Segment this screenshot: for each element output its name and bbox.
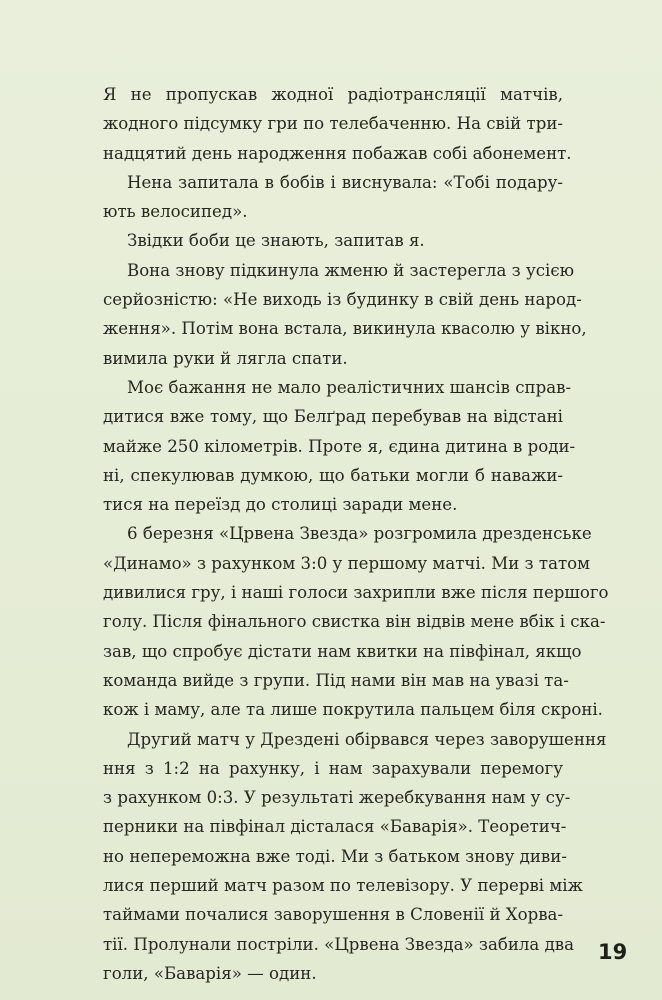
- text-line: зав, що спробує дістати нам квитки на півфінал, якщо: [103, 641, 582, 661]
- body-text: [103, 80, 609, 988]
- text-line: ння з 1:2 на рахунку, і нам зарахували перемогу: [103, 758, 563, 778]
- text-line: тися на переїзд до столиці заради мене.: [103, 495, 458, 515]
- text-line: «Динамо» з рахунком 3:0 у першому матчі. Ми з татом: [103, 553, 591, 573]
- text-line: Вона знову підкинула жменю й застерегла з усією: [127, 260, 575, 280]
- text-line: лися перший матч разом по телевізору. У перерві між: [103, 876, 583, 896]
- text-line: перники на півфінал дісталася «Баварія». Теоретич-: [103, 817, 567, 837]
- text-line: Другий матч у Дрездені обірвався через заворушення: [127, 729, 607, 749]
- page-number: 19: [598, 940, 628, 964]
- text-line: Я не пропускав жодної радіотрансляції матчів,: [103, 85, 563, 104]
- text-line: таймами почалися заворушення в Словенії й Хорва-: [103, 905, 564, 925]
- text-line: Звідки боби це знають, запитав я.: [127, 231, 425, 251]
- text-line: майже 250 кілометрів. Проте я, єдина дитина в роди-: [103, 436, 576, 456]
- text-line: з рахунком 0:3. У результаті жеребкування нам у су-: [103, 788, 571, 808]
- text-line: дивилися гру, і наші голоси захрипли вже після першого: [103, 583, 609, 603]
- text-line: ють велосипед».: [103, 202, 248, 222]
- text-line: надцятий день народження побажав собі абонемент.: [103, 143, 572, 163]
- text-line: но непереможна вже тоді. Ми з батьком знову диви-: [103, 846, 567, 866]
- text-line: команда вийде з групи. Під нами він мав на увазі та-: [103, 670, 569, 690]
- text-line: Нена запитала в бобів і виснувала: «Тобі подару-: [127, 172, 563, 192]
- text-line: Моє бажання не мало реалістичних шансів справ-: [127, 377, 572, 397]
- text-line: голи, «Баварія» — один.: [103, 963, 317, 983]
- text-line: тії. Пролунали постріли. «Црвена Звезда» забила два: [103, 934, 575, 954]
- text-line: дитися вже тому, що Белґрад перебував на відстані: [103, 407, 563, 427]
- text-line: ні, спекулював думкою, що батьки могли б наважи-: [103, 465, 563, 485]
- text-line: ження». Потім вона встала, викинула квасолю у вікно,: [103, 319, 587, 339]
- text-line: вимила руки й лягла спати.: [103, 348, 348, 368]
- text-line: 6 березня «Црвена Звезда» розгромила дрезденське: [127, 524, 592, 544]
- text-line: голу. Після фінального свистка він відвів мене вбік і ска-: [103, 612, 606, 632]
- text-line: жодного підсумку гри по телебаченню. На свій три-: [103, 114, 563, 134]
- text-line: серйозністю: «Не виходь із будинку в свій день народ-: [103, 290, 582, 310]
- text-line: кож і маму, але та лише покрутила пальцем біля скроні.: [103, 700, 603, 720]
